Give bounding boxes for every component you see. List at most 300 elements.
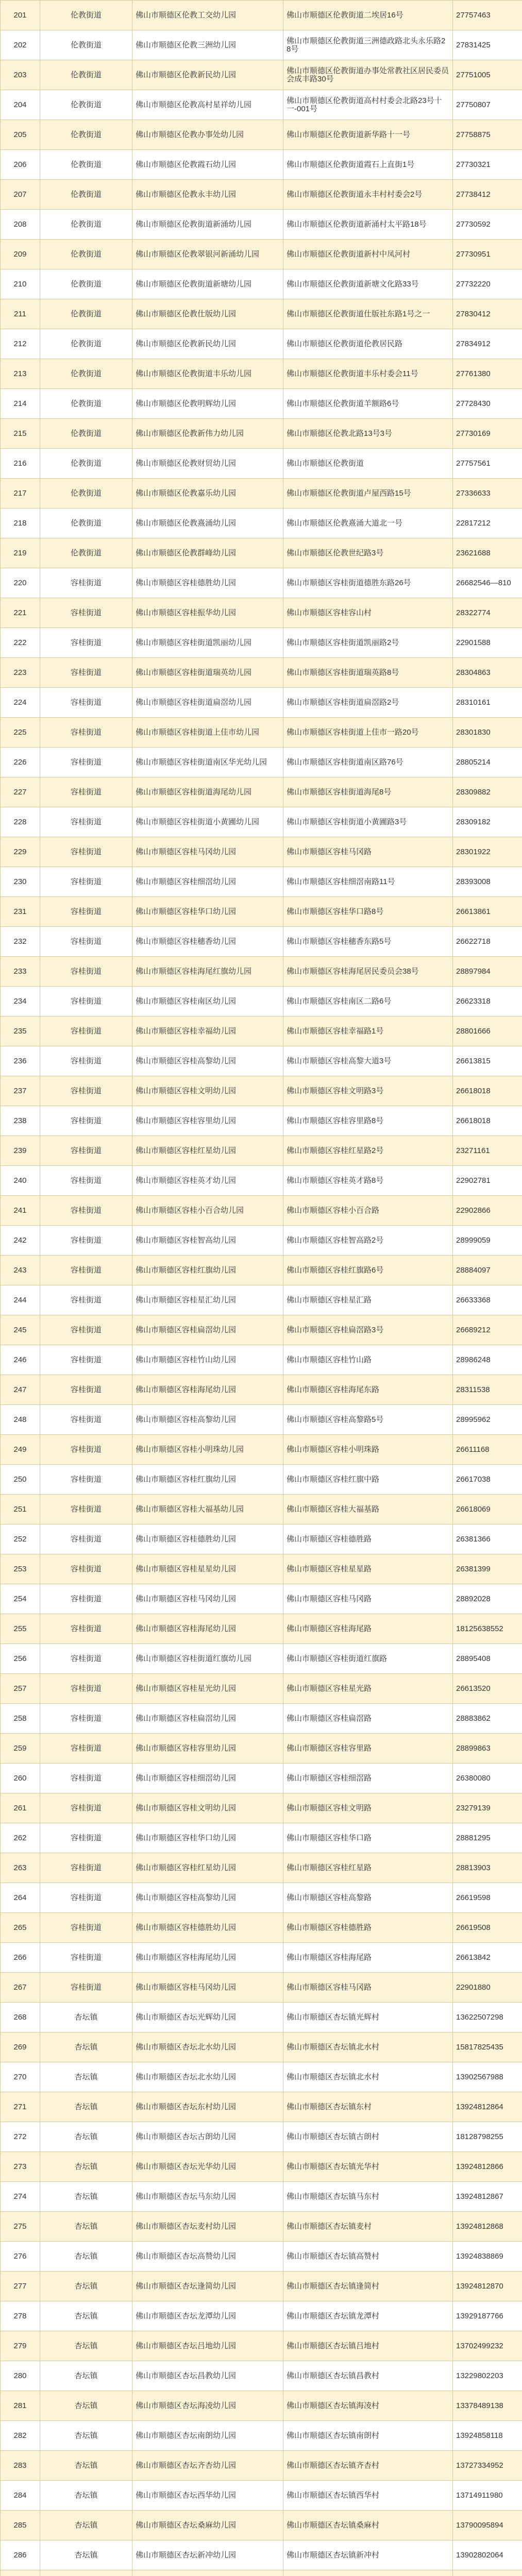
street-name: 容桂街道 (40, 1495, 132, 1524)
row-number: 278 (1, 2301, 40, 2331)
row-number: 221 (1, 598, 40, 628)
address: 佛山市顺德区容桂街道海尾8号 (283, 777, 453, 807)
address: 佛山市顺德区容桂小明珠路 (283, 1435, 453, 1465)
table-row (1, 269, 522, 299)
street-name: 伦教街道 (40, 419, 132, 449)
phone-number: 18128798255 (453, 2122, 522, 2152)
table-row (1, 1674, 522, 1704)
table-row (1, 329, 522, 359)
table-row (1, 1226, 522, 1256)
street-name: 伦教街道 (40, 240, 132, 269)
street-name: 容桂街道 (40, 1524, 132, 1554)
address: 佛山市顺德区容桂红旗路6号 (283, 1256, 453, 1285)
table-row (1, 180, 522, 210)
row-number: 274 (1, 2182, 40, 2212)
row-number: 225 (1, 718, 40, 748)
address: 佛山市顺德区伦教街道 (283, 449, 453, 479)
phone-number: 26613815 (453, 1046, 522, 1076)
table-row (1, 2092, 522, 2122)
street-name: 容桂街道 (40, 658, 132, 688)
phone-number: 27730592 (453, 210, 522, 240)
street-name: 伦教街道 (40, 359, 132, 389)
row-number: 207 (1, 180, 40, 210)
street-name: 容桂街道 (40, 927, 132, 957)
row-number: 264 (1, 1883, 40, 1913)
phone-number: 26618018 (453, 1106, 522, 1136)
row-number: 263 (1, 1853, 40, 1883)
row-number: 248 (1, 1405, 40, 1435)
table-row (1, 2242, 522, 2272)
address: 佛山市顺德区容桂海尾居民委员会38号 (283, 957, 453, 987)
kindergarten-name: 佛山市顺德区容桂星光幼儿园 (132, 1674, 283, 1704)
row-number: 213 (1, 359, 40, 389)
phone-number: 22902866 (453, 1196, 522, 1226)
kindergarten-name: 佛山市顺德区容桂街道海尾幼儿园 (132, 777, 283, 807)
phone-number: 13924812870 (453, 2272, 522, 2301)
address: 佛山市顺德区伦教街道办事处常教社区居民委员会成丰路30号 (283, 60, 453, 90)
phone-number: 13229802203 (453, 2361, 522, 2391)
street-name: 伦教街道 (40, 509, 132, 538)
street-name: 容桂街道 (40, 1136, 132, 1166)
table-row (1, 240, 522, 269)
kindergarten-name: 佛山市顺德区容桂海尾红旗幼儿园 (132, 957, 283, 987)
table-row (1, 1764, 522, 1793)
row-number: 247 (1, 1375, 40, 1405)
kindergarten-name: 佛山市顺德区杏坛齐杏幼儿园 (132, 2451, 283, 2481)
phone-number: 13924812866 (453, 2152, 522, 2182)
phone-number: 13924838869 (453, 2242, 522, 2272)
street-name: 杏坛镇 (40, 2032, 132, 2062)
address: 佛山市顺德区容桂竹山路 (283, 1345, 453, 1375)
street-name: 容桂街道 (40, 1793, 132, 1823)
street-name: 杏坛镇 (40, 2391, 132, 2421)
street-name: 容桂街道 (40, 987, 132, 1016)
row-number: 220 (1, 568, 40, 598)
kindergarten-name: 佛山市顺德区杏坛马东幼儿园 (132, 2182, 283, 2212)
kindergarten-name: 佛山市顺德区伦教新民幼儿园 (132, 329, 283, 359)
address: 佛山市顺德区杏坛镇龙潭村 (283, 2301, 453, 2331)
phone-number: 13727334952 (453, 2451, 522, 2481)
table-row (1, 1046, 522, 1076)
street-name: 伦教街道 (40, 1, 132, 30)
row-number: 224 (1, 688, 40, 718)
table-row (1, 897, 522, 927)
kindergarten-name: 佛山市顺德区杏坛海凌幼儿园 (132, 2391, 283, 2421)
row-number: 255 (1, 1614, 40, 1644)
table-row (1, 1524, 522, 1554)
address: 佛山市顺德区伦教北路13号3号 (283, 419, 453, 449)
row-number: 214 (1, 389, 40, 419)
kindergarten-name: 佛山市顺德区伦教永丰幼儿园 (132, 180, 283, 210)
phone-number: 27750807 (453, 90, 522, 120)
phone-number: 13702499232 (453, 2331, 522, 2361)
row-number: 216 (1, 449, 40, 479)
table-row (1, 2301, 522, 2331)
row-number: 286 (1, 2540, 40, 2570)
street-name: 伦教街道 (40, 449, 132, 479)
address: 佛山市顺德区杏坛镇吕地村 (283, 2331, 453, 2361)
table-row (1, 2152, 522, 2182)
table-row (1, 1196, 522, 1226)
kindergarten-name: 佛山市顺德区容桂街道红旗幼儿园 (132, 1644, 283, 1674)
kindergarten-name: 佛山市顺德区杏坛逢简幼儿园 (132, 2272, 283, 2301)
street-name: 容桂街道 (40, 1973, 132, 2003)
kindergarten-name: 佛山市顺德区容桂马冈幼儿园 (132, 837, 283, 867)
row-number: 204 (1, 90, 40, 120)
kindergarten-name: 佛山市顺德区容桂细滘幼儿园 (132, 867, 283, 897)
address: 佛山市顺德区伦教街道高村村委会北路23号十一-001号 (283, 90, 453, 120)
table-row (1, 210, 522, 240)
street-name: 杏坛镇 (40, 2062, 132, 2092)
street-name: 容桂街道 (40, 867, 132, 897)
row-number: 256 (1, 1644, 40, 1674)
street-name: 伦教街道 (40, 329, 132, 359)
kindergarten-name: 佛山市顺德区伦教仕版幼儿园 (132, 299, 283, 329)
table-row (1, 718, 522, 748)
table-row (1, 748, 522, 777)
table-row (1, 2361, 522, 2391)
address: 佛山市顺德区容桂高黎大道3号 (283, 1046, 453, 1076)
table-row (1, 1405, 522, 1435)
row-number: 252 (1, 1524, 40, 1554)
address: 佛山市顺德区伦教街道霞石上直街1号 (283, 150, 453, 180)
phone-number: 27834912 (453, 329, 522, 359)
address: 佛山市顺德区伦教街道羊额路6号 (283, 389, 453, 419)
street-name: 杏坛镇 (40, 2511, 132, 2540)
phone-number: 23621688 (453, 538, 522, 568)
table-row (1, 1584, 522, 1614)
row-number: 271 (1, 2092, 40, 2122)
street-name: 杏坛镇 (40, 2361, 132, 2391)
kindergarten-name: 佛山市顺德区容桂德胜幼儿园 (132, 568, 283, 598)
address: 佛山市顺德区杏坛镇海凌村 (283, 2391, 453, 2421)
address: 佛山市顺德区杏坛镇北水村 (283, 2062, 453, 2092)
table-row (1, 957, 522, 987)
table-row (1, 2391, 522, 2421)
kindergarten-name: 佛山市顺德区杏坛高赞幼儿园 (132, 2242, 283, 2272)
phone-number: 27732220 (453, 269, 522, 299)
kindergarten-name: 佛山市顺德区杏坛光华幼儿园 (132, 2152, 283, 2182)
address: 佛山市顺德区伦教街道三洲德政路北头永乐路28号 (283, 30, 453, 60)
phone-number: 28309882 (453, 777, 522, 807)
phone-number: 26623318 (453, 987, 522, 1016)
phone-number: 28999059 (453, 1226, 522, 1256)
street-name: 容桂街道 (40, 1256, 132, 1285)
table-row (1, 628, 522, 658)
row-number: 223 (1, 658, 40, 688)
table-row (1, 568, 522, 598)
row-number: 217 (1, 479, 40, 509)
table-row (1, 1495, 522, 1524)
row-number: 244 (1, 1285, 40, 1315)
row-number: 259 (1, 1734, 40, 1764)
phone-number: 28311538 (453, 1375, 522, 1405)
table-row (1, 1, 522, 30)
phone-number: 22901880 (453, 1973, 522, 2003)
kindergarten-name: 佛山市顺德区伦教工交幼儿园 (132, 1, 283, 30)
address: 佛山市顺德区容桂星汇路 (283, 1285, 453, 1315)
kindergarten-name: 佛山市顺德区伦教高村星祥幼儿园 (132, 90, 283, 120)
kindergarten-name: 佛山市顺德区伦教办事处幼儿园 (132, 120, 283, 150)
phone-number: 28801666 (453, 1016, 522, 1046)
kindergarten-name: 佛山市顺德区容桂街道上佳市幼儿园 (132, 718, 283, 748)
street-name: 容桂街道 (40, 1584, 132, 1614)
street-name: 容桂街道 (40, 1166, 132, 1196)
street-name: 容桂街道 (40, 1465, 132, 1495)
table-row (1, 1883, 522, 1913)
kindergarten-name: 佛山市顺德区容桂竹山幼儿园 (132, 1345, 283, 1375)
phone-number: 28813903 (453, 1853, 522, 1883)
street-name: 杏坛镇 (40, 2242, 132, 2272)
address: 佛山市顺德区杏坛镇麦村 (283, 2212, 453, 2242)
row-number: 254 (1, 1584, 40, 1614)
kindergarten-name: 佛山市顺德区容桂振华幼儿园 (132, 598, 283, 628)
address: 佛山市顺德区容桂街道德胜东路26号 (283, 568, 453, 598)
address: 佛山市顺德区杏坛镇光辉村 (283, 2003, 453, 2032)
table-row (1, 2212, 522, 2242)
kindergarten-name: 佛山市顺德区伦教街道新塘幼儿园 (132, 269, 283, 299)
phone-number: 28393008 (453, 867, 522, 897)
kindergarten-name: 佛山市顺德区容桂文明幼儿园 (132, 1793, 283, 1823)
row-number: 201 (1, 1, 40, 30)
phone-number: 13714911980 (453, 2481, 522, 2511)
table-row (1, 2272, 522, 2301)
row-number: 227 (1, 777, 40, 807)
table-row (1, 419, 522, 449)
table-row (1, 1644, 522, 1674)
address: 佛山市顺德区容桂街道瑞英路8号 (283, 658, 453, 688)
phone-number: 23279139 (453, 1793, 522, 1823)
row-number: 277 (1, 2272, 40, 2301)
row-number: 258 (1, 1704, 40, 1734)
phone-number: 22901588 (453, 628, 522, 658)
kindergarten-name: 佛山市顺德区伦教群峰幼儿园 (132, 538, 283, 568)
phone-number: 26617038 (453, 1465, 522, 1495)
row-number: 232 (1, 927, 40, 957)
phone-number: 26682546—810 (453, 568, 522, 598)
row-number: 285 (1, 2511, 40, 2540)
street-name: 伦教街道 (40, 180, 132, 210)
row-number: 209 (1, 240, 40, 269)
table-row (1, 2182, 522, 2212)
kindergarten-name: 佛山市顺德区容桂扁滘幼儿园 (132, 1704, 283, 1734)
table-row (1, 1704, 522, 1734)
street-name: 伦教街道 (40, 299, 132, 329)
row-number: 203 (1, 60, 40, 90)
table-row (1, 688, 522, 718)
row-number: 208 (1, 210, 40, 240)
address: 佛山市顺德区容桂星星路 (283, 1554, 453, 1584)
phone-number: 13378489138 (453, 2391, 522, 2421)
row-number: 283 (1, 2451, 40, 2481)
street-name: 杏坛镇 (40, 2122, 132, 2152)
phone-number: 13902802064 (453, 2540, 522, 2570)
phone-number: 27730951 (453, 240, 522, 269)
street-name: 容桂街道 (40, 897, 132, 927)
phone-number (453, 2570, 522, 2576)
address: 佛山市顺德区伦教熹涌大道北一号 (283, 509, 453, 538)
kindergarten-name (132, 2570, 283, 2576)
address: 佛山市顺德区容桂高黎路 (283, 1883, 453, 1913)
address: 佛山市顺德区容桂马冈路 (283, 837, 453, 867)
row-number: 262 (1, 1823, 40, 1853)
phone-number: 26618018 (453, 1076, 522, 1106)
table-row (1, 1554, 522, 1584)
address: 佛山市顺德区容桂海尾路 (283, 1614, 453, 1644)
street-name: 容桂街道 (40, 1943, 132, 1973)
kindergarten-name: 佛山市顺德区容桂德胜幼儿园 (132, 1524, 283, 1554)
phone-number: 18125638552 (453, 1614, 522, 1644)
row-number: 233 (1, 957, 40, 987)
address: 佛山市顺德区杏坛镇昌教村 (283, 2361, 453, 2391)
address: 佛山市顺德区伦教街道仕版社东路1号之一 (283, 299, 453, 329)
phone-number: 26380080 (453, 1764, 522, 1793)
address: 佛山市顺德区杏坛镇逢简村 (283, 2272, 453, 2301)
address: 佛山市顺德区容桂街道南区路76号 (283, 748, 453, 777)
table-row (1, 867, 522, 897)
row-number: 240 (1, 1166, 40, 1196)
row-number: 241 (1, 1196, 40, 1226)
street-name: 容桂街道 (40, 1196, 132, 1226)
kindergarten-name: 佛山市顺德区容桂德胜幼儿园 (132, 1913, 283, 1943)
table-row (1, 1016, 522, 1046)
phone-number: 13924812864 (453, 2092, 522, 2122)
table-row (1, 1913, 522, 1943)
street-name: 容桂街道 (40, 1315, 132, 1345)
kindergarten-name: 佛山市顺德区杏坛昌教幼儿园 (132, 2361, 283, 2391)
table-row (1, 1734, 522, 1764)
street-name: 容桂街道 (40, 748, 132, 777)
address: 佛山市顺德区容桂南区二路6号 (283, 987, 453, 1016)
street-name: 杏坛镇 (40, 2540, 132, 2570)
phone-number: 26381366 (453, 1524, 522, 1554)
kindergarten-name: 佛山市顺德区伦教霞石幼儿园 (132, 150, 283, 180)
street-name: 伦教街道 (40, 30, 132, 60)
address: 佛山市顺德区伦教街道卢屋西路15号 (283, 479, 453, 509)
address: 佛山市顺德区容桂穗香东路5号 (283, 927, 453, 957)
kindergarten-name: 佛山市顺德区伦教新伟力幼儿园 (132, 419, 283, 449)
row-number: 284 (1, 2481, 40, 2511)
street-name: 杏坛镇 (40, 2331, 132, 2361)
street-name: 容桂街道 (40, 1106, 132, 1136)
address: 佛山市顺德区杏坛镇新冲村 (283, 2540, 453, 2570)
phone-number: 26622718 (453, 927, 522, 957)
address: 佛山市顺德区伦教街道新村中凤河村 (283, 240, 453, 269)
address: 佛山市顺德区伦教街道新华路十一号 (283, 120, 453, 150)
kindergarten-name: 佛山市顺德区杏坛吕地幼儿园 (132, 2331, 283, 2361)
row-number: 222 (1, 628, 40, 658)
address: 佛山市顺德区容桂扁滘路 (283, 1704, 453, 1734)
row-number: 206 (1, 150, 40, 180)
street-name: 容桂街道 (40, 1405, 132, 1435)
kindergarten-name: 佛山市顺德区容桂容里幼儿园 (132, 1106, 283, 1136)
kindergarten-name: 佛山市顺德区杏坛新冲幼儿园 (132, 2540, 283, 2570)
kindergarten-name: 佛山市顺德区容桂南区幼儿园 (132, 987, 283, 1016)
address: 佛山市顺德区容桂华口路8号 (283, 897, 453, 927)
kindergarten-name: 佛山市顺德区容桂街道扁滘幼儿园 (132, 688, 283, 718)
table-row (1, 1435, 522, 1465)
phone-number: 28897984 (453, 957, 522, 987)
kindergarten-name: 佛山市顺德区容桂容里幼儿园 (132, 1734, 283, 1764)
street-name: 容桂街道 (40, 1764, 132, 1793)
kindergarten-name: 佛山市顺德区伦教嘉乐幼儿园 (132, 479, 283, 509)
street-name: 容桂街道 (40, 1435, 132, 1465)
row-number: 250 (1, 1465, 40, 1495)
row-number: 276 (1, 2242, 40, 2272)
kindergarten-name: 佛山市顺德区容桂街道瑞英幼儿园 (132, 658, 283, 688)
table-row (1, 120, 522, 150)
table-row (1, 1076, 522, 1106)
address: 佛山市顺德区容桂街道扁滘路2号 (283, 688, 453, 718)
street-name: 杏坛镇 (40, 2481, 132, 2511)
table-row (1, 807, 522, 837)
table-row (1, 299, 522, 329)
table-row (1, 1166, 522, 1196)
street-name: 伦教街道 (40, 389, 132, 419)
table-row (1, 449, 522, 479)
address: 佛山市顺德区容桂智高路2号 (283, 1226, 453, 1256)
kindergarten-name: 佛山市顺德区容桂大福基幼儿园 (132, 1495, 283, 1524)
table-row (1, 927, 522, 957)
table-row (1, 60, 522, 90)
table-row (1, 2540, 522, 2570)
street-name: 容桂街道 (40, 1644, 132, 1674)
kindergarten-name: 佛山市顺德区容桂细滘幼儿园 (132, 1764, 283, 1793)
address: 佛山市顺德区容桂细滘路 (283, 1764, 453, 1793)
address: 佛山市顺德区杏坛镇南朗村 (283, 2421, 453, 2451)
street-name: 容桂街道 (40, 1016, 132, 1046)
street-name: 容桂街道 (40, 628, 132, 658)
kindergarten-name: 佛山市顺德区伦教熹涌幼儿园 (132, 509, 283, 538)
row-number: 280 (1, 2361, 40, 2391)
table-row (1, 2421, 522, 2451)
kindergarten-name: 佛山市顺德区杏坛北水幼儿园 (132, 2062, 283, 2092)
row-number (1, 2570, 40, 2576)
phone-number: 13622507298 (453, 2003, 522, 2032)
phone-number: 27758875 (453, 120, 522, 150)
kindergarten-name: 佛山市顺德区杏坛北水幼儿园 (132, 2032, 283, 2062)
phone-number: 28309182 (453, 807, 522, 837)
row-number: 231 (1, 897, 40, 927)
address: 佛山市顺德区容桂马冈路 (283, 1973, 453, 2003)
row-number: 210 (1, 269, 40, 299)
phone-number: 26381399 (453, 1554, 522, 1584)
street-name: 伦教街道 (40, 269, 132, 299)
row-number: 268 (1, 2003, 40, 2032)
kindergarten-name: 佛山市顺德区容桂街道凯丽幼儿园 (132, 628, 283, 658)
address: 佛山市顺德区伦教街道永丰村村委会2号 (283, 180, 453, 210)
kindergarten-name: 佛山市顺德区容桂小百合幼儿园 (132, 1196, 283, 1226)
phone-number: 27830412 (453, 299, 522, 329)
address: 佛山市顺德区杏坛镇高赞村 (283, 2242, 453, 2272)
row-number: 215 (1, 419, 40, 449)
table-row (1, 987, 522, 1016)
address: 佛山市顺德区容桂容里路 (283, 1734, 453, 1764)
street-name: 伦教街道 (40, 538, 132, 568)
row-number: 237 (1, 1076, 40, 1106)
kindergarten-name: 佛山市顺德区容桂海尾幼儿园 (132, 1614, 283, 1644)
kindergarten-name: 佛山市顺德区容桂智高幼儿园 (132, 1226, 283, 1256)
phone-number: 13924812868 (453, 2212, 522, 2242)
street-name: 伦教街道 (40, 150, 132, 180)
row-number: 260 (1, 1764, 40, 1793)
kindergarten-name: 佛山市顺德区容桂文明幼儿园 (132, 1076, 283, 1106)
address: 佛山市顺德区容桂容山村 (283, 598, 453, 628)
address: 佛山市顺德区杏坛镇西华村 (283, 2481, 453, 2511)
table-row (1, 1285, 522, 1315)
kindergarten-name: 佛山市顺德区容桂星星幼儿园 (132, 1554, 283, 1584)
phone-number: 26613842 (453, 1943, 522, 1973)
